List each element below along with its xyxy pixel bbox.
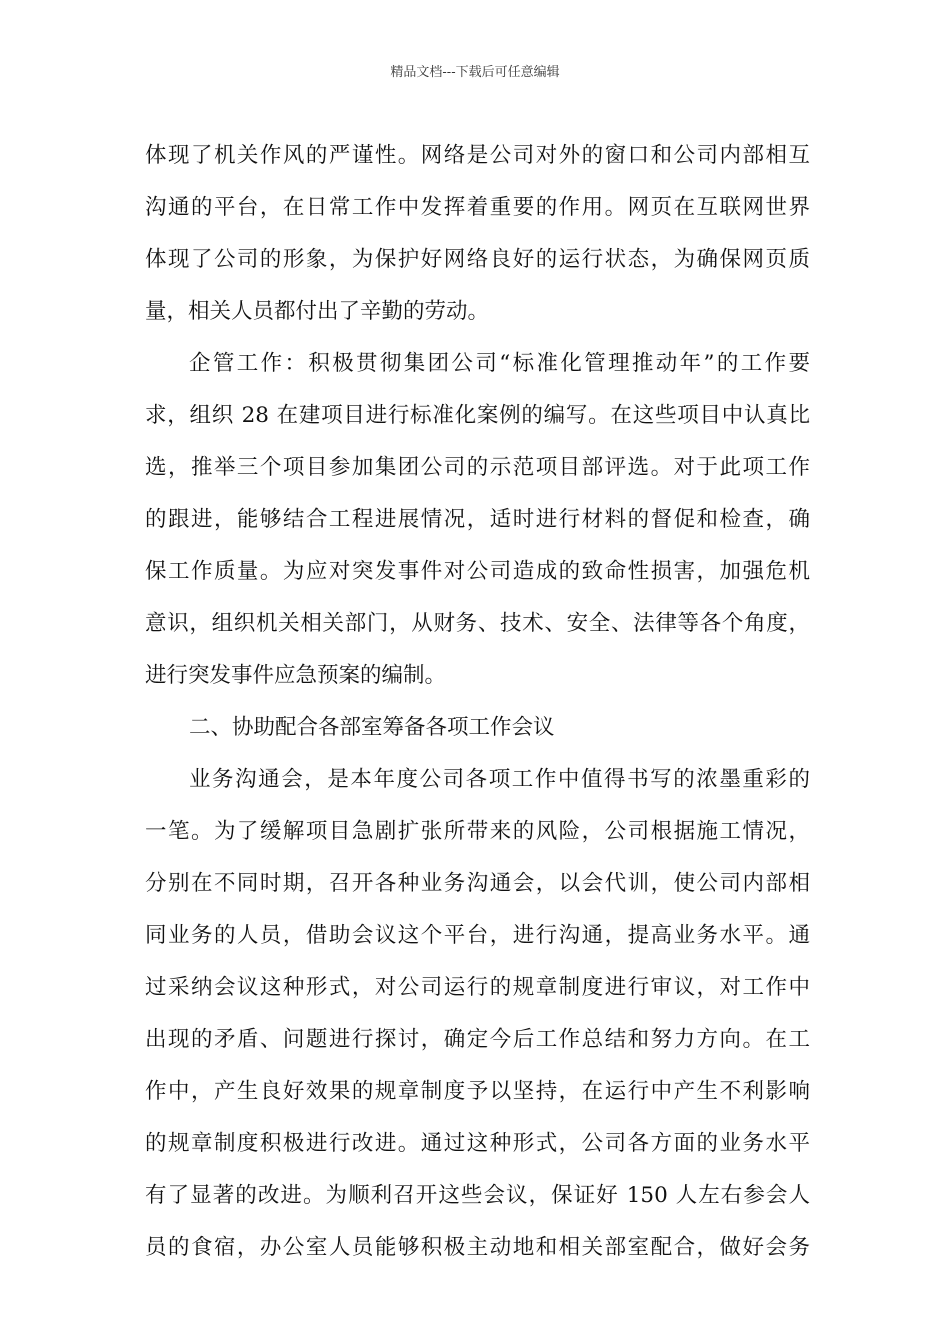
text-line: 量，相关人员都付出了辛勤的劳动。 — [145, 299, 490, 324]
text-line: 的规章制度积极进行改进。通过这种形式，公司各方面的业务水平 — [145, 1131, 810, 1156]
text-line: 分别在不同时期，召开各种业务沟通会，以会代训，使公司内部相 — [145, 871, 810, 896]
body-text — [145, 130, 810, 1274]
page-header: 精品文档---下载后可任意编辑 — [390, 65, 560, 80]
text-line: 有了显著的改进。为顺利召开这些会议，保证好 150 人左右参会人 — [145, 1183, 810, 1208]
text-line: 的跟进，能够结合工程进展情况，适时进行材料的督促和检查，确 — [145, 507, 810, 532]
text-line: 出现的矛盾、问题进行探讨，确定今后工作总结和努力方向。在工 — [145, 1027, 810, 1052]
text-line: 一笔。为了缓解项目急剧扩张所带来的风险，公司根据施工情况， — [145, 819, 810, 844]
section-heading: 二、协助配合各部室筹备各项工作会议 — [189, 715, 555, 740]
text-line: 过采纳会议这种形式，对公司运行的规章制度进行审议，对工作中 — [145, 975, 810, 1000]
text-line: 选，推举三个项目参加集团公司的示范项目部评选。对于此项工作 — [145, 455, 810, 480]
text-line: 员的食宿，办公室人员能够积极主动地和相关部室配合，做好会务 — [145, 1235, 810, 1260]
text-line: 保工作质量。为应对突发事件对公司造成的致命性损害，加强危机 — [145, 559, 810, 584]
text-line: 求，组织 28 在建项目进行标准化案例的编写。在这些项目中认真比 — [145, 403, 810, 428]
text-line: 同业务的人员，借助会议这个平台，进行沟通，提高业务水平。通 — [145, 923, 810, 948]
text-line: 意识，组织机关相关部门，从财务、技术、安全、法律等各个角度， — [145, 611, 810, 636]
text-line: 沟通的平台，在日常工作中发挥着重要的作用。网页在互联网世界 — [145, 195, 810, 220]
text-line: 体现了机关作风的严谨性。网络是公司对外的窗口和公司内部相互 — [145, 143, 810, 168]
text-line: 作中，产生良好效果的规章制度予以坚持，在运行中产生不利影响 — [145, 1079, 810, 1104]
text-line: 体现了公司的形象，为保护好网络良好的运行状态，为确保网页质 — [145, 247, 810, 272]
text-line: 进行突发事件应急预案的编制。 — [145, 663, 447, 688]
text-line: 企管工作：积极贯彻集团公司“标准化管理推动年”的工作要 — [189, 351, 810, 376]
text-line: 业务沟通会，是本年度公司各项工作中值得书写的浓墨重彩的 — [189, 767, 810, 792]
